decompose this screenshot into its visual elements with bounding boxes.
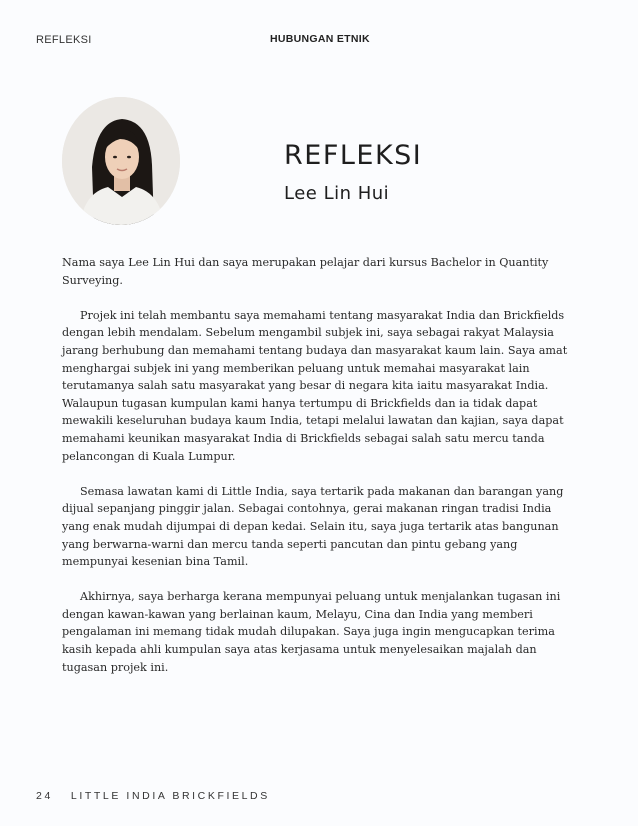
paragraph: Akhirnya, saya berharga kerana mempunyai peluang untuk menjalankan tugasan ini dengan kawan-kawan yang berlainan kaum, Melayu, Cina dan India yang memberi pengalaman ini memang tidak mudah dilupakan. Saya juga ingin mengucapkan terima kasih kepada ahli kumpulan saya atas kerjasama untuk menyelesaikan majalah dan tugasan projek ini. bbox=[62, 590, 561, 674]
paragraph: Projek ini telah membantu saya memahami tentang masyarakat India dan Brickfields dengan lebih mendalam. Sebelum mengambil subjek ini, saya sebagai rakyat Malaysia jarang berhubung dan memahami tentang budaya dan masyarakat kaum lain. Saya amat menghargai subjek ini yang memberikan peluang untuk memahai masyarakat lain terutamanya salah satu masyarakat yang besar di negara kita iaitu masyarakat India. Walaupun tugasan kumpulan kami hanya tertumpu di Brickfields dan ia tidak dapat mewakili keseluruhan budaya kaum India, tetapi melalui lawatan dan kajian, saya dapat memahami keunikan masyarakat India di Brickfields sebagai salah satu mercu tanda pelancongan di Kuala Lumpur. bbox=[62, 308, 568, 463]
paragraph: Nama saya Lee Lin Hui dan saya merupakan pelajar dari kursus Bachelor in Quantity Surveying. bbox=[62, 256, 549, 287]
article-title: REFLEKSI bbox=[284, 140, 423, 171]
author-portrait bbox=[62, 97, 180, 225]
publication-name: LITTLE INDIA BRICKFIELDS bbox=[70, 790, 270, 802]
article-author: Lee Lin Hui bbox=[284, 183, 390, 204]
page-number: 24 bbox=[36, 790, 53, 802]
paragraph: Semasa lawatan kami di Little India, saya tertarik pada makanan dan barangan yang dijual sepanjang pinggir jalan. Sebagai contohnya, gerai makanan ringan tradisi India yang enak mudah dijumpai di depan kedai. Selain itu, saya juga tertarik atas bangunan yang berwarna-warni dan mercu tanda seperti pancutan dan pintu gebang yang mempunyai kesenian bina Tamil. bbox=[62, 484, 564, 569]
chapter-label: HUBUNGAN ETNIK bbox=[270, 33, 370, 45]
page-footer bbox=[36, 790, 270, 802]
article-body bbox=[62, 254, 582, 694]
section-label: REFLEKSI bbox=[36, 34, 92, 46]
